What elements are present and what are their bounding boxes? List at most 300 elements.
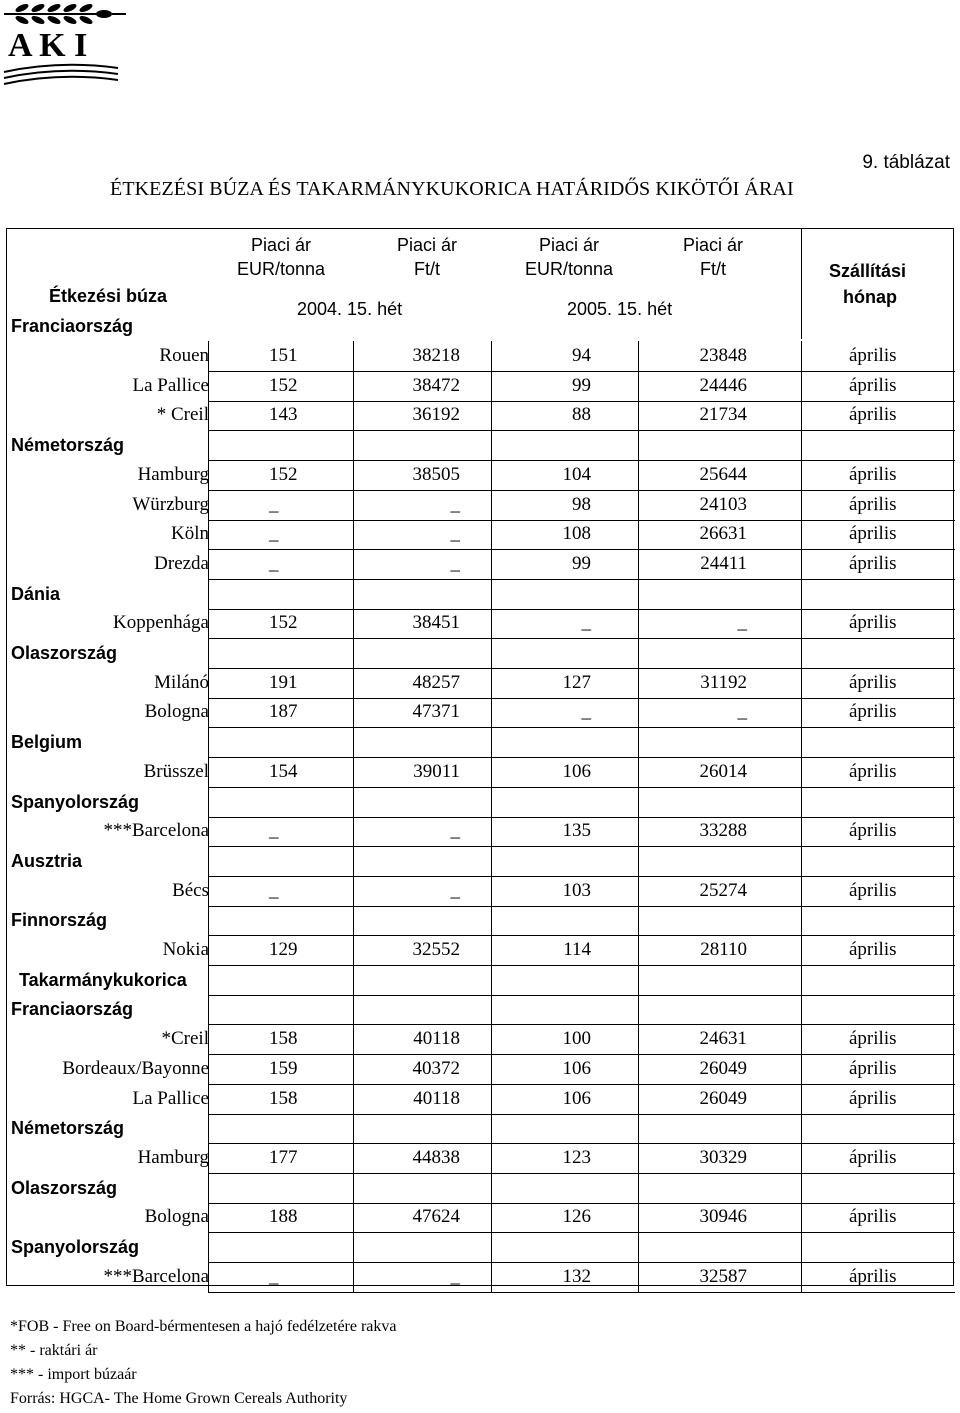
grid-line xyxy=(638,1262,639,1292)
grid-line xyxy=(353,549,354,579)
grid-line xyxy=(801,400,802,430)
grid-line xyxy=(491,1262,492,1292)
country-row xyxy=(7,1173,955,1203)
grid-line xyxy=(638,846,639,876)
country-row xyxy=(7,430,955,460)
value-cell: április xyxy=(849,552,897,574)
grid-line xyxy=(491,787,492,817)
table-row xyxy=(7,371,955,401)
value-cell: 152 xyxy=(269,374,298,396)
value-cell: 28110 xyxy=(700,939,747,960)
table-row xyxy=(7,876,955,906)
page-title: ÉTKEZÉSI BÚZA ÉS TAKARMÁNYKUKORICA HATÁRIDŐS KIKÖTŐI ÁRAI xyxy=(110,178,794,200)
value-cell: _ xyxy=(450,1265,460,1287)
grid-line xyxy=(353,579,354,609)
grid-line xyxy=(208,905,209,935)
value-cell: _ xyxy=(450,493,460,515)
grid-line xyxy=(208,430,209,460)
grid-line xyxy=(491,430,492,460)
grid-line xyxy=(801,994,802,1024)
value-cell: _ xyxy=(450,552,460,574)
grid-line xyxy=(638,400,639,430)
table-row xyxy=(7,757,955,787)
grid-line xyxy=(638,787,639,817)
header-col1: Piaci ár EUR/tonna xyxy=(236,235,326,279)
grid-line xyxy=(801,905,802,935)
grid-line xyxy=(353,1262,354,1292)
grid-line xyxy=(638,549,639,579)
country-row xyxy=(7,1113,955,1143)
table-row xyxy=(7,668,955,698)
country-label: Németország xyxy=(11,435,125,456)
value-cell: 40118 xyxy=(413,1087,460,1109)
value-cell: _ xyxy=(269,879,279,901)
value-cell: 30946 xyxy=(699,1206,747,1228)
port-name: Bécs xyxy=(172,879,209,901)
grid-line xyxy=(638,1024,639,1054)
aki-logo xyxy=(0,0,130,90)
value-cell: 132 xyxy=(562,1265,591,1287)
value-cell: 47624 xyxy=(412,1206,460,1228)
grid-line xyxy=(353,1113,354,1143)
grid-line xyxy=(801,787,802,817)
value-cell: 126 xyxy=(562,1206,591,1228)
grid-line xyxy=(491,1173,492,1203)
header-divider xyxy=(801,229,802,339)
grid-line xyxy=(638,697,639,727)
value-cell: 143 xyxy=(269,404,298,426)
grid-line xyxy=(638,519,639,549)
grid-line xyxy=(353,876,354,906)
grid-line xyxy=(353,341,354,371)
value-cell: április xyxy=(849,1057,897,1079)
grid-line xyxy=(638,757,639,787)
section-row xyxy=(7,965,955,995)
grid-line xyxy=(491,668,492,698)
grid-line xyxy=(638,1084,639,1114)
grid-line xyxy=(208,579,209,609)
table-row xyxy=(7,1143,955,1173)
footnotes xyxy=(10,1315,397,1411)
table-row xyxy=(7,400,955,430)
grid-line xyxy=(353,1143,354,1173)
grid-line xyxy=(638,1113,639,1143)
value-cell: 38472 xyxy=(412,374,460,396)
value-cell: _ xyxy=(269,552,279,574)
value-cell: április xyxy=(849,523,897,545)
grid-line xyxy=(353,757,354,787)
grid-line xyxy=(801,1113,802,1143)
grid-line xyxy=(353,1054,354,1084)
grid-line xyxy=(801,371,802,401)
grid-line xyxy=(491,1113,492,1143)
port-name: La Pallice xyxy=(132,374,209,396)
grid-line xyxy=(638,727,639,757)
grid-line xyxy=(801,727,802,757)
value-cell: 159 xyxy=(269,1057,298,1079)
grid-line xyxy=(638,608,639,638)
value-cell: április xyxy=(849,493,897,515)
value-cell: 38451 xyxy=(412,612,460,634)
grid-line xyxy=(491,935,492,965)
grid-line xyxy=(491,816,492,846)
value-cell: április xyxy=(849,1206,897,1228)
value-cell: 99 xyxy=(572,552,591,574)
value-cell: 48257 xyxy=(412,671,460,693)
value-cell: 127 xyxy=(562,671,591,693)
grid-line xyxy=(353,1202,354,1232)
grid-line xyxy=(353,994,354,1024)
value-cell: _ xyxy=(269,1265,279,1287)
country-row xyxy=(7,994,955,1024)
table-row xyxy=(7,697,955,727)
port-name: * Creil xyxy=(156,404,209,426)
value-cell: április xyxy=(849,463,897,485)
grid-line xyxy=(491,519,492,549)
country-row xyxy=(7,579,955,609)
grid-line xyxy=(491,1202,492,1232)
grid-line xyxy=(801,1084,802,1114)
grid-line xyxy=(353,519,354,549)
country-row xyxy=(7,787,955,817)
value-cell: április xyxy=(849,939,897,960)
table-row xyxy=(7,490,955,520)
country-label: Franciaország xyxy=(11,999,134,1020)
grid-line xyxy=(638,905,639,935)
svg-text:A K I: A K I xyxy=(8,27,88,64)
grid-line xyxy=(801,697,802,727)
grid-line xyxy=(638,430,639,460)
grid-line xyxy=(638,994,639,1024)
value-cell: 129 xyxy=(269,939,298,960)
grid-line xyxy=(353,460,354,490)
value-cell: 25644 xyxy=(699,463,747,485)
value-cell: 44838 xyxy=(412,1146,460,1168)
table-row xyxy=(7,1084,955,1114)
table-row xyxy=(7,1024,955,1054)
grid-line xyxy=(638,341,639,371)
country-label: Dánia xyxy=(11,583,61,604)
grid-line xyxy=(491,1054,492,1084)
table-row xyxy=(7,341,955,371)
value-cell: április xyxy=(849,374,897,396)
footnote: *** - import búzaár xyxy=(10,1366,137,1383)
grid-line xyxy=(638,1143,639,1173)
value-cell: _ xyxy=(737,701,747,723)
grid-line xyxy=(638,816,639,846)
grid-line xyxy=(801,1024,802,1054)
port-name: La Pallice xyxy=(132,1087,209,1109)
grid-line xyxy=(353,1173,354,1203)
value-cell: 108 xyxy=(562,523,591,545)
value-cell: 100 xyxy=(562,1028,591,1050)
grid-line xyxy=(491,727,492,757)
grid-line xyxy=(638,1054,639,1084)
table-row xyxy=(7,608,955,638)
port-name: Rouen xyxy=(159,345,209,366)
port-name: Bordeaux/Bayonne xyxy=(62,1057,209,1079)
table-row xyxy=(7,1202,955,1232)
value-cell: 152 xyxy=(269,463,298,485)
grid-line xyxy=(491,341,492,371)
grid-line xyxy=(353,668,354,698)
table-number: 9. táblázat xyxy=(862,152,950,173)
grid-line xyxy=(638,490,639,520)
port-name: Nokia xyxy=(162,939,209,960)
table-row xyxy=(7,935,955,965)
price-table xyxy=(6,228,954,1286)
value-cell: 30329 xyxy=(699,1146,747,1168)
grid-line xyxy=(801,341,802,371)
grid-line xyxy=(491,1143,492,1173)
value-cell: 25274 xyxy=(699,879,747,901)
table-row xyxy=(7,549,955,579)
value-cell: 191 xyxy=(269,671,298,693)
port-name: Milánó xyxy=(154,671,209,693)
grid-line xyxy=(208,994,209,1024)
grid-line xyxy=(801,519,802,549)
value-cell: április xyxy=(849,612,897,634)
grid-line xyxy=(353,905,354,935)
value-cell: 26631 xyxy=(699,523,747,545)
port-name: Bologna xyxy=(144,701,209,723)
grid-line xyxy=(638,935,639,965)
value-cell: 32552 xyxy=(412,939,460,960)
port-name: ***Barcelona xyxy=(103,1265,209,1287)
country-label: Olaszország xyxy=(11,1177,118,1198)
footnote: *FOB - Free on Board-bérmentesen a hajó fedélzetére rakva xyxy=(10,1318,397,1335)
value-cell: _ xyxy=(450,820,460,842)
value-cell: 26049 xyxy=(699,1087,747,1109)
grid-line xyxy=(353,727,354,757)
value-cell: 106 xyxy=(562,760,591,782)
footnote: Forrás: HGCA- The Home Grown Cereals Authority xyxy=(10,1390,348,1407)
grid-line xyxy=(208,846,209,876)
value-cell: _ xyxy=(737,612,747,634)
country-row xyxy=(7,846,955,876)
grid-line xyxy=(801,579,802,609)
port-name: Brüsszel xyxy=(143,760,209,782)
value-cell: április xyxy=(849,1146,897,1168)
value-cell: 98 xyxy=(572,493,591,515)
value-cell: 40372 xyxy=(412,1057,460,1079)
grid-line xyxy=(208,1232,209,1262)
grid-line xyxy=(801,1232,802,1262)
grid-line xyxy=(491,876,492,906)
grid-line xyxy=(353,1024,354,1054)
grid-line xyxy=(638,579,639,609)
value-cell: április xyxy=(849,1265,897,1287)
grid-line xyxy=(353,846,354,876)
grid-line xyxy=(638,638,639,668)
grid-line xyxy=(491,1024,492,1054)
grid-line xyxy=(801,1054,802,1084)
grid-line xyxy=(801,549,802,579)
grid-line xyxy=(353,638,354,668)
country-row xyxy=(7,638,955,668)
value-cell: április xyxy=(849,820,897,842)
table-row xyxy=(7,519,955,549)
country-label: Finnország xyxy=(11,910,108,931)
footnote: ** - raktári ár xyxy=(10,1342,98,1359)
grid-line xyxy=(638,1202,639,1232)
port-name: Würzburg xyxy=(132,493,209,515)
grid-line xyxy=(353,490,354,520)
grid-line xyxy=(801,430,802,460)
value-cell: 26014 xyxy=(699,760,747,782)
grid-line xyxy=(491,757,492,787)
grid-line xyxy=(208,638,209,668)
value-cell: 33288 xyxy=(699,820,747,842)
value-cell: 187 xyxy=(269,701,298,723)
value-cell: április xyxy=(849,404,897,426)
value-cell: 23848 xyxy=(699,345,747,366)
value-cell: _ xyxy=(269,523,279,545)
country-label: Spanyolország xyxy=(11,1237,140,1257)
header-col3: Piaci ár EUR/tonna xyxy=(524,235,614,279)
country-label: Ausztria xyxy=(11,850,83,871)
value-cell: 114 xyxy=(563,939,591,960)
port-name: Koppenhága xyxy=(112,612,209,634)
grid-line xyxy=(491,1232,492,1262)
value-cell: 31192 xyxy=(700,671,747,693)
grid-line xyxy=(491,400,492,430)
grid-line xyxy=(491,371,492,401)
value-cell: 151 xyxy=(269,345,298,366)
country-label: Olaszország xyxy=(11,643,118,663)
grid-line xyxy=(491,1084,492,1114)
country-row xyxy=(7,727,955,757)
grid-line xyxy=(801,846,802,876)
value-cell: 38505 xyxy=(412,463,460,485)
value-cell: 24103 xyxy=(699,493,747,515)
grid-line xyxy=(638,1173,639,1203)
grid-line xyxy=(638,668,639,698)
value-cell: április xyxy=(849,879,897,901)
value-cell: 104 xyxy=(562,463,591,485)
country-row xyxy=(7,905,955,935)
table-row xyxy=(7,816,955,846)
grid-line xyxy=(208,727,209,757)
value-cell: 106 xyxy=(562,1087,591,1109)
grid-line xyxy=(353,608,354,638)
port-name: *Creil xyxy=(161,1028,209,1050)
port-name: Hamburg xyxy=(137,463,209,485)
grid-line xyxy=(208,1173,209,1203)
value-cell: _ xyxy=(269,820,279,842)
value-cell: április xyxy=(849,1087,897,1109)
grid-line xyxy=(801,816,802,846)
grid-line xyxy=(491,638,492,668)
section-label: Takarmánykukorica xyxy=(19,969,187,990)
value-cell: 123 xyxy=(562,1146,591,1168)
value-cell: április xyxy=(849,1028,897,1050)
grid-line xyxy=(801,1173,802,1203)
grid-line xyxy=(491,965,492,995)
value-cell: _ xyxy=(581,701,591,723)
value-cell: 152 xyxy=(269,612,298,634)
value-cell: 99 xyxy=(572,374,591,396)
grid-line xyxy=(353,697,354,727)
port-name: Drezda xyxy=(154,552,209,574)
grid-line xyxy=(353,816,354,846)
header-col4: Piaci ár Ft/t xyxy=(682,235,744,279)
value-cell: _ xyxy=(450,879,460,901)
country-row xyxy=(7,1232,955,1262)
grid-line xyxy=(801,490,802,520)
grid-line xyxy=(801,876,802,906)
value-cell: 47371 xyxy=(412,701,460,723)
grid-line xyxy=(491,905,492,935)
grid-line xyxy=(638,460,639,490)
value-cell: 36192 xyxy=(412,404,460,426)
value-cell: 94 xyxy=(572,345,591,366)
table-row xyxy=(7,1054,955,1084)
grid-line xyxy=(491,846,492,876)
value-cell: április xyxy=(849,701,897,723)
value-cell: _ xyxy=(269,493,279,515)
grid-line xyxy=(801,1143,802,1173)
value-cell: 88 xyxy=(572,404,591,426)
grid-line xyxy=(801,608,802,638)
value-cell: 39011 xyxy=(413,760,460,782)
grid-line xyxy=(491,490,492,520)
grid-line xyxy=(491,549,492,579)
value-cell: 188 xyxy=(269,1206,298,1228)
grid-line xyxy=(801,757,802,787)
header-col5-l2: hónap xyxy=(843,287,897,307)
grid-line xyxy=(353,1084,354,1114)
period-2005: 2005. 15. hét xyxy=(567,299,673,319)
value-cell: _ xyxy=(450,523,460,545)
grid-line xyxy=(801,1202,802,1232)
value-cell: április xyxy=(849,760,897,782)
header-col5-l1: Szállítási xyxy=(829,261,907,281)
value-cell: 32587 xyxy=(699,1265,747,1287)
table-row xyxy=(7,460,955,490)
value-cell: 103 xyxy=(562,879,591,901)
grid-line xyxy=(353,787,354,817)
value-cell: 177 xyxy=(269,1146,298,1168)
value-cell: április xyxy=(849,671,897,693)
grid-line xyxy=(208,965,209,995)
grid-line xyxy=(353,1232,354,1262)
grid-line xyxy=(801,638,802,668)
grid-line xyxy=(638,1232,639,1262)
first-country: Franciaország xyxy=(11,316,134,336)
value-cell: 24411 xyxy=(700,552,747,574)
grid-line xyxy=(491,608,492,638)
value-cell: _ xyxy=(581,612,591,634)
grid-line xyxy=(208,787,209,817)
value-cell: 158 xyxy=(269,1087,298,1109)
value-cell: 40118 xyxy=(413,1028,460,1050)
value-cell: 38218 xyxy=(412,345,460,366)
port-name: Hamburg xyxy=(137,1146,209,1168)
grid-line xyxy=(801,1262,802,1292)
value-cell: 24631 xyxy=(699,1028,747,1050)
grid-line xyxy=(353,430,354,460)
grid-line xyxy=(208,1113,209,1143)
grid-line xyxy=(801,668,802,698)
grid-line xyxy=(491,460,492,490)
port-name: Köln xyxy=(171,523,209,545)
value-cell: 21734 xyxy=(699,404,747,426)
grid-line xyxy=(801,460,802,490)
period-2004: 2004. 15. hét xyxy=(297,299,403,319)
value-cell: 135 xyxy=(562,820,591,842)
grid-line xyxy=(638,371,639,401)
